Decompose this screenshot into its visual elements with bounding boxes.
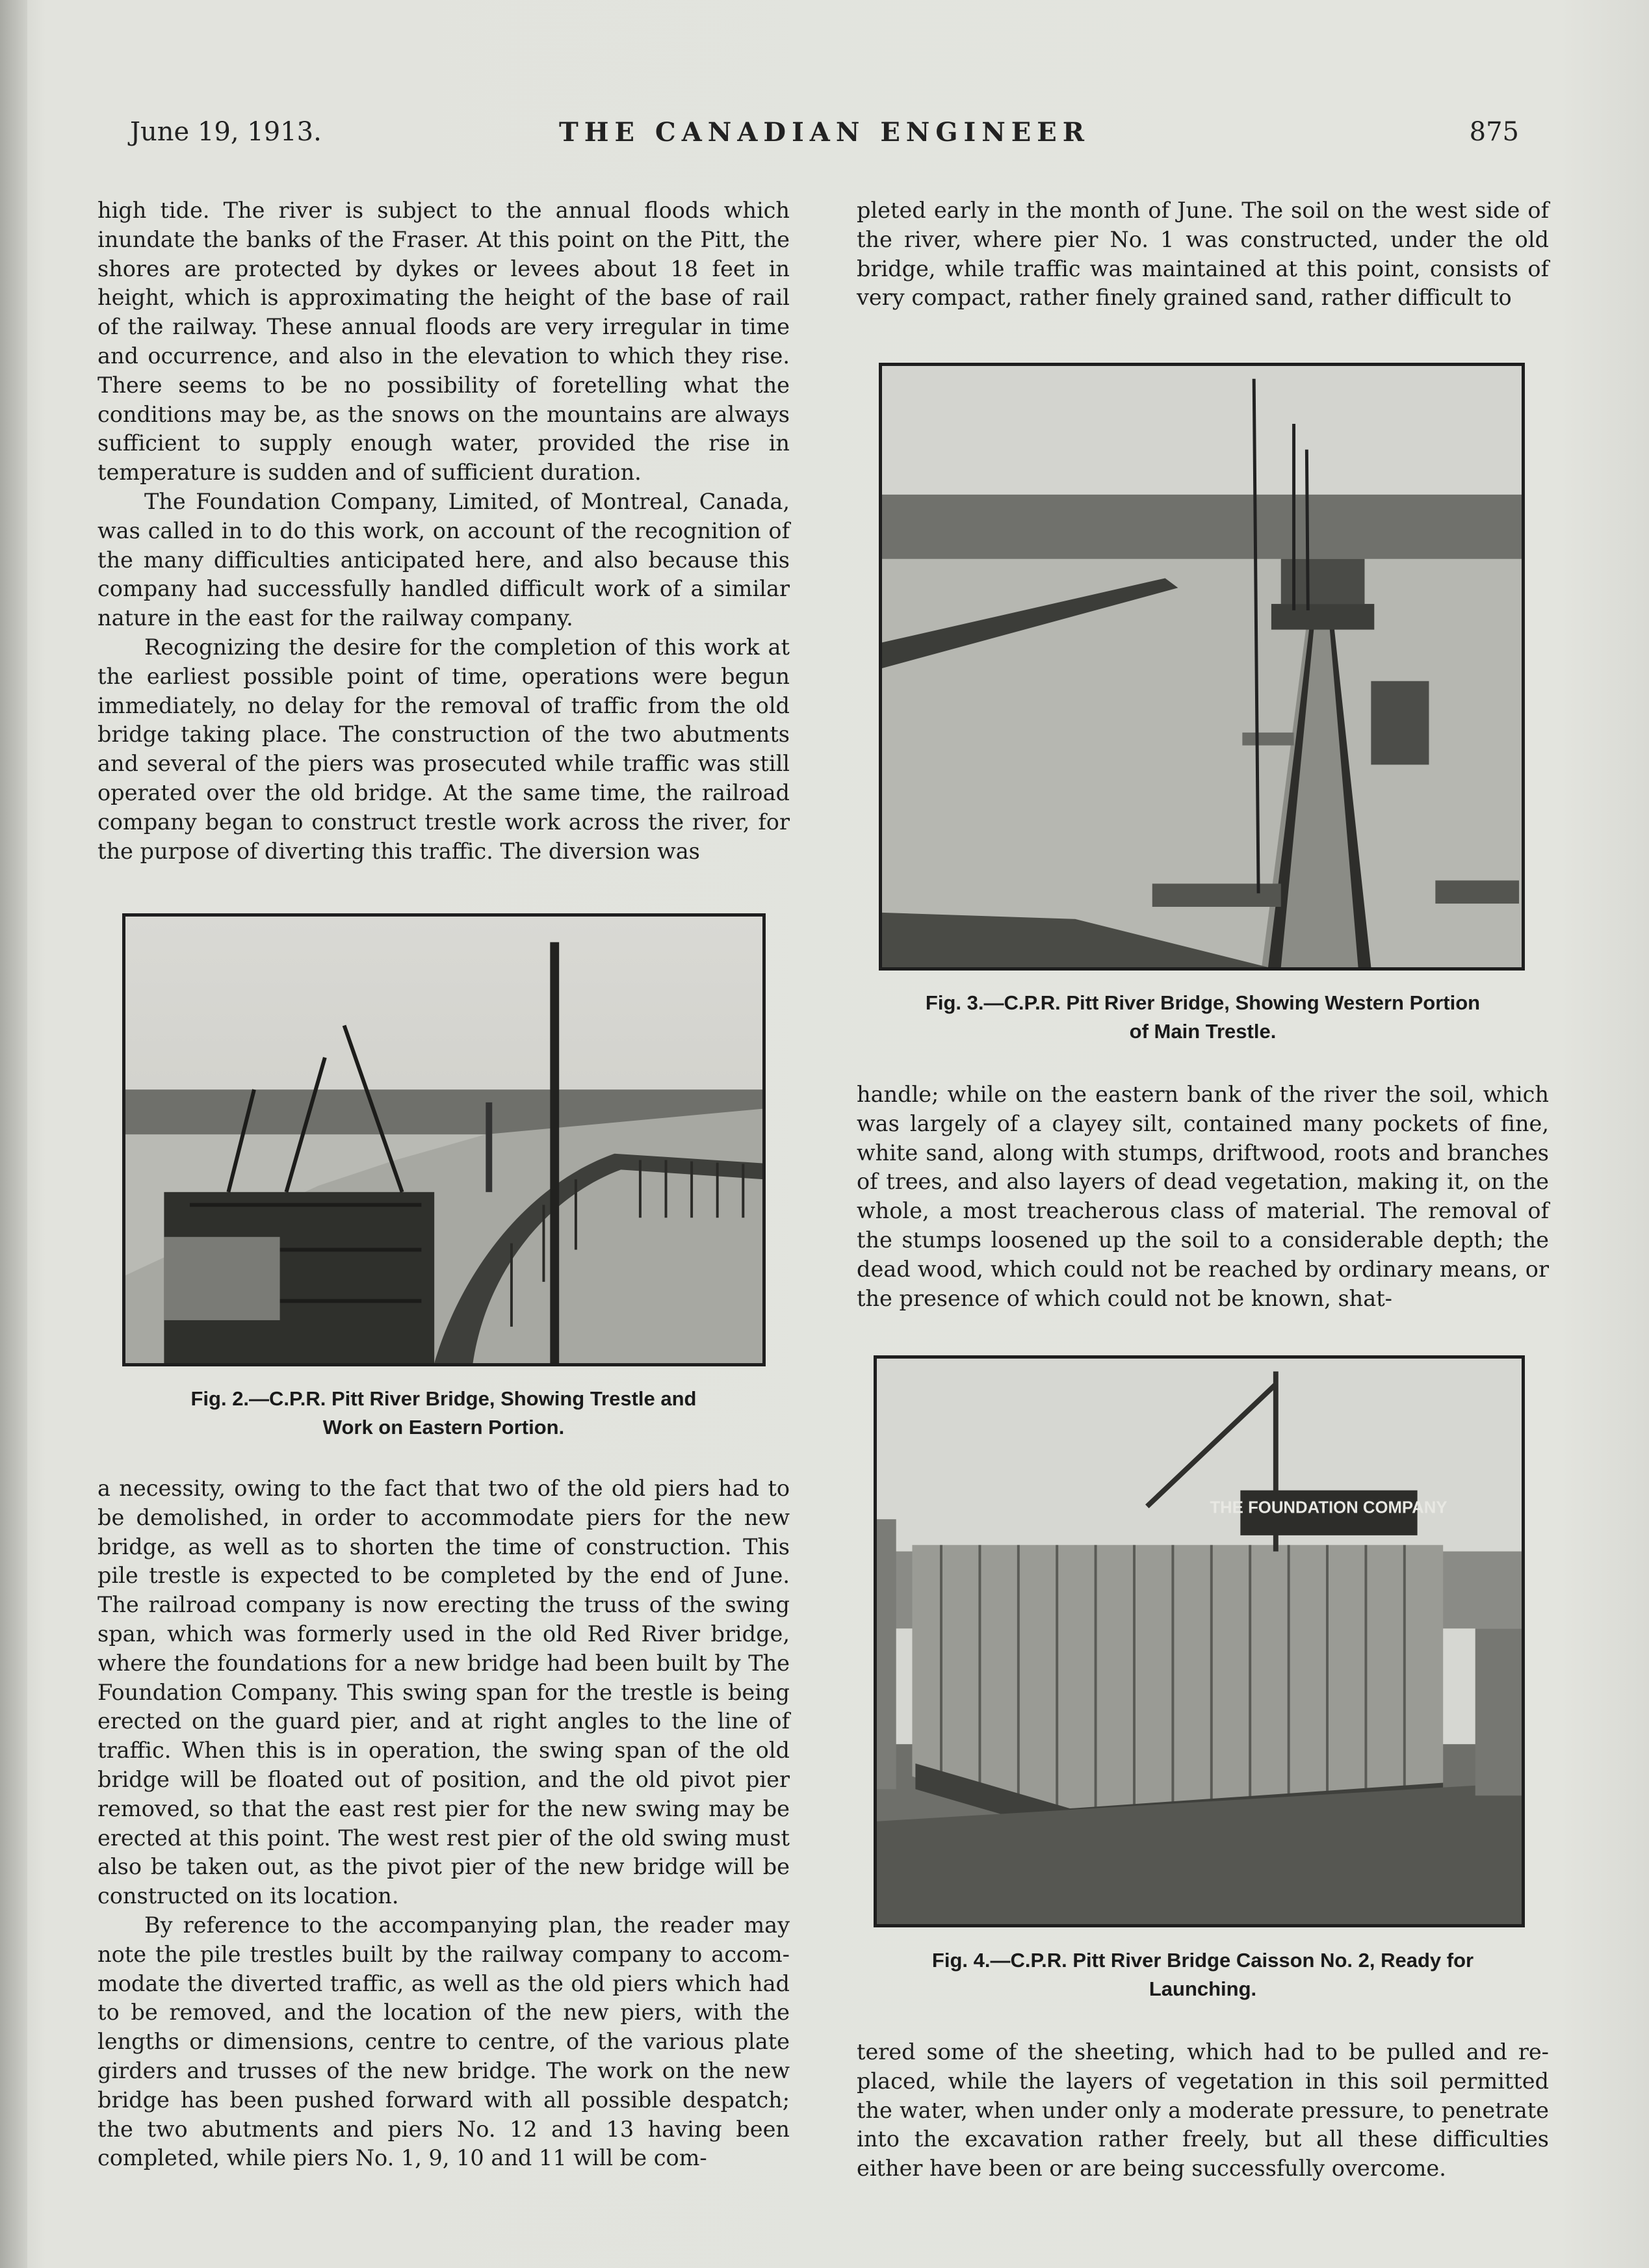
figure-3-photo: [879, 363, 1525, 971]
paragraph: high tide. The river is subject to the annual floods which inundate the banks of the Fraser. At this point on the Pitt, the shores are protected by dykes or levees about 18 feet in height, which is approximating the height of the base of rail of the railway. These annual floods are very irregular in time and occurrence, and also in the elevation to which they rise. There seems to be no possibility of foretelling what the conditions may be, as the snows on the mountains are always sufficient to supply enough water, provided the rise in temperature is sudden and of sufficient duration.: [97, 198, 790, 486]
paragraph: a necessity, owing to the fact that two of the old piers had to be demolished, in order to accommodate piers for the new bridge, as well as to shorten the time of construction. This pile trestle is expected to be completed by the end of June. The railroad company is now erecting the truss of the swing span, which was formerly used in the old Red River bridge, where the foundations for a new bridge had been built by The Foundation Company. This swing span for the trestle is being erected on the guard pier, and at right angles to the line of traffic. When this is in operation, the swing span of the old bridge will be floated out of position, and the old pivot pier removed, so that the east rest pier for the new swing may be erected at this point. The west rest pier of the old swing must also be taken out, as the pivot pier of the new bridge will be constructed on its location.: [97, 1476, 790, 1909]
caption-line: Fig. 3.—C.P.R. Pitt River Bridge, Showing Western Portion: [925, 991, 1481, 1014]
header-title: THE CANADIAN ENGINEER: [558, 117, 1091, 148]
paragraph: handle; while on the eastern bank of the river the soil, which was largely of a clayey silt, contained many pockets of fine, white sand, along with stumps, driftwood, roots and branches of trees, and also layers of dead vegetation, making it, on the whole, a most treacherous class of material. The removal of the stumps loosened up the soil to a considerable depth; the dead wood, which could not be reached by ordinary means, or the presence of which could not be known, shat-: [857, 1082, 1549, 1311]
caption-line: Launching.: [1149, 1977, 1257, 2000]
trestle-west-photo-illustration: [882, 366, 1522, 967]
trestle-photo-illustration: [125, 917, 762, 1363]
caption-line: Fig. 2.—C.P.R. Pitt River Bridge, Showing Trestle and: [190, 1387, 697, 1410]
column-1-top-text: [97, 196, 790, 866]
paragraph: By reference to the accompanying plan, the reader may note the pile trestles built by the railway company to accommodate the diverted traffic, as well as the old piers which had to be removed, and the location of the new piers, with the lengths or dimensions, centre to centre, of the various plate girders and trusses of the new bridge. The work on the new bridge has been pushed forward with all possible despatch; the two abutments and piers No. 12 and 13 having been completed, while piers No. 1, 9, 10 and 11 will be com-: [97, 1912, 790, 2171]
paragraph: tered some of the sheeting, which had to be pulled and replaced, while the layers of vegetation in this soil permitted the water, when under only a moderate pressure, to penetrate into the excavation rather freely, but all these difficulties either have been or are being successfully overcome.: [857, 2039, 1549, 2182]
paragraph: Recognizing the desire for the completion of this work at the earliest possible point of time, operations were begun immediately, no delay for the removal of traffic from the old bridge taking place. The construction of the two abutments and several of the piers was prosecuted while traffic was still operated over the old bridge. At the same time, the railroad company began to construct trestle work across the river, for the purpose of diverting this traffic. The diversion was: [97, 634, 790, 864]
header-date: June 19, 1913.: [130, 117, 322, 147]
column-2-top-text: [857, 196, 1549, 313]
column-2-middle-text: [857, 1080, 1549, 1313]
caption-line: Fig. 4.—C.P.R. Pitt River Bridge Caisson No. 2, Ready for: [931, 1949, 1474, 1972]
caisson-photo-illustration: [877, 1359, 1522, 1924]
column-1-bottom-text: [97, 1474, 790, 2173]
caption-line: Work on Eastern Portion.: [322, 1416, 565, 1439]
figure-3-caption: [857, 989, 1549, 1046]
figure-4-caption: [857, 1946, 1549, 2003]
page-binding-edge: [0, 0, 27, 2268]
page-number: 875: [1469, 117, 1519, 147]
paragraph: The Foundation Company, Limited, of Montreal, Canada, was called in to do this work, on account of the recognition of the many difficulties anticipated here, and also because this company had successfully handled difficult work of a similar nature in the east for the railway company.: [97, 488, 790, 631]
caisson-sign-text: THE FOUNDATION COMPANY: [1210, 1498, 1448, 1517]
figure-2-caption: [97, 1385, 790, 1442]
column-2-bottom-text: [857, 2038, 1549, 2183]
caption-line: of Main Trestle.: [1129, 1020, 1277, 1043]
paragraph: pleted early in the month of June. The soil on the west side of the river, where pier No. 1 was constructed, under the old bridge, while traffic was maintained at this point, consists of very compact, rather finely grained sand, rather difficult to: [857, 198, 1549, 311]
figure-4-photo: [874, 1355, 1525, 1927]
figure-2-photo: [122, 913, 766, 1366]
